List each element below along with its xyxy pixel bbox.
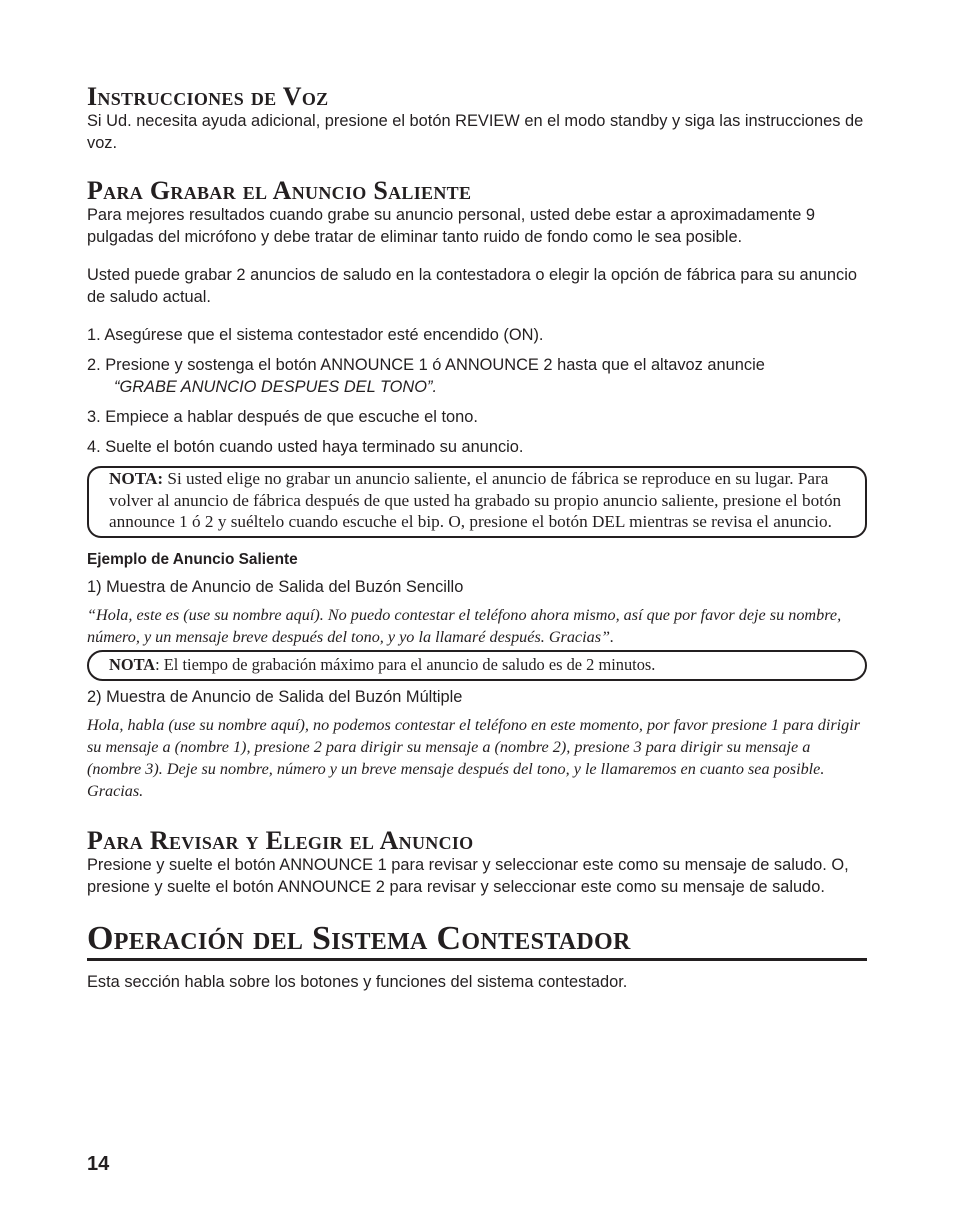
manual-page: [87, 84, 867, 993]
review-announcement-heading: Para Revisar y Elegir el Anuncio: [87, 825, 474, 855]
factory-announcement-note: [87, 466, 867, 538]
example-heading: Ejemplo de Anuncio Saliente: [87, 550, 298, 568]
example-2-quote: Hola, habla (use su nombre aquí), no podemos contestar el teléfono en este momento, por favor presione 1 para dirigir su mensaje a (nombre 1), presione 2 para dirigir su mensaje a (nombre 2), presione 3 para dirigir su mensaje a (nombre 3). Deje su nombre, número y un breve mensaje después del tono, y le llamaremos en cuanto sea posible. Gracias.: [87, 715, 861, 800]
page-number: 14: [87, 1153, 110, 1175]
voice-instructions-heading: Instrucciones de Voz: [87, 82, 329, 111]
note-text: Si usted elige no grabar un anuncio saliente, el anuncio de fábrica se reproduce en su lugar. Para volver al anuncio de fábrica después de que usted ha grabado su propio anuncio saliente, presione el botón announce 1 ó 2 y suéltelo cuando escuche el bip. O, presione el botón DEL mientras se revisa el anuncio.: [109, 469, 842, 531]
record-paragraph-1: Para mejores resultados cuando grabe su anuncio personal, usted debe estar a aproximadamente 9 pulgadas del micrófono y debe tratar de eliminar tanto ruido de fondo como le sea posible.: [87, 206, 816, 246]
review-announcement-text: Presione y suelte el botón ANNOUNCE 1 para revisar y seleccionar este como su mensaje de saludo. O, presione y suelte el botón ANNOUNCE 2 para revisar y seleccionar este como su mensaje de saludo.: [87, 855, 849, 896]
note-2-label: NOTA: [109, 654, 156, 674]
step-2-prompt-text: “GRABE ANUNCIO DESPUES DEL TONO”.: [114, 378, 438, 396]
record-announcement-heading: Para Grabar el Anuncio Saliente: [87, 176, 472, 205]
step-item-4: 4. Suelte el botón cuando usted haya terminado su anuncio.: [87, 438, 524, 456]
note-2-text: : El tiempo de grabación máximo para el anuncio de saludo es de 2 minutos.: [155, 654, 656, 674]
example-1-title: 1) Muestra de Anuncio de Salida del Buzón Sencillo: [87, 577, 464, 596]
record-paragraph-2: Usted puede grabar 2 anuncios de saludo en la contestadora o elegir la opción de fábrica para su anuncio de saludo actual.: [87, 266, 857, 306]
answering-system-operation-text: Esta sección habla sobre los botones y funciones del sistema contestador.: [87, 972, 628, 991]
example-2-title: 2) Muestra de Anuncio de Salida del Buzón Múltiple: [87, 687, 463, 706]
step-item-1: 1. Asegúrese que el sistema contestador esté encendido (ON).: [87, 326, 544, 344]
step-item-2: [87, 354, 867, 398]
note-label: NOTA:: [109, 469, 164, 488]
example-1-quote: “Hola, este es (use su nombre aquí). No puedo contestar el teléfono ahora mismo, así que por favor deje su nombre, número, y un mensaje breve después del tono, y yo la llamaré después. Gracias”.: [87, 605, 842, 646]
max-time-note: [87, 650, 867, 681]
voice-instructions-text: Si Ud. necesita ayuda adicional, presione el botón REVIEW en el modo standby y siga las instrucciones de voz.: [87, 112, 864, 152]
record-steps-list: [87, 324, 867, 458]
step-2-text: 2. Presione y sostenga el botón ANNOUNCE 1 ó ANNOUNCE 2 hasta que el altavoz anuncie: [87, 356, 765, 374]
step-item-3: 3. Empiece a hablar después de que escuche el tono.: [87, 408, 478, 426]
answering-system-operation-title: Operación del Sistema Contestador: [87, 922, 867, 961]
